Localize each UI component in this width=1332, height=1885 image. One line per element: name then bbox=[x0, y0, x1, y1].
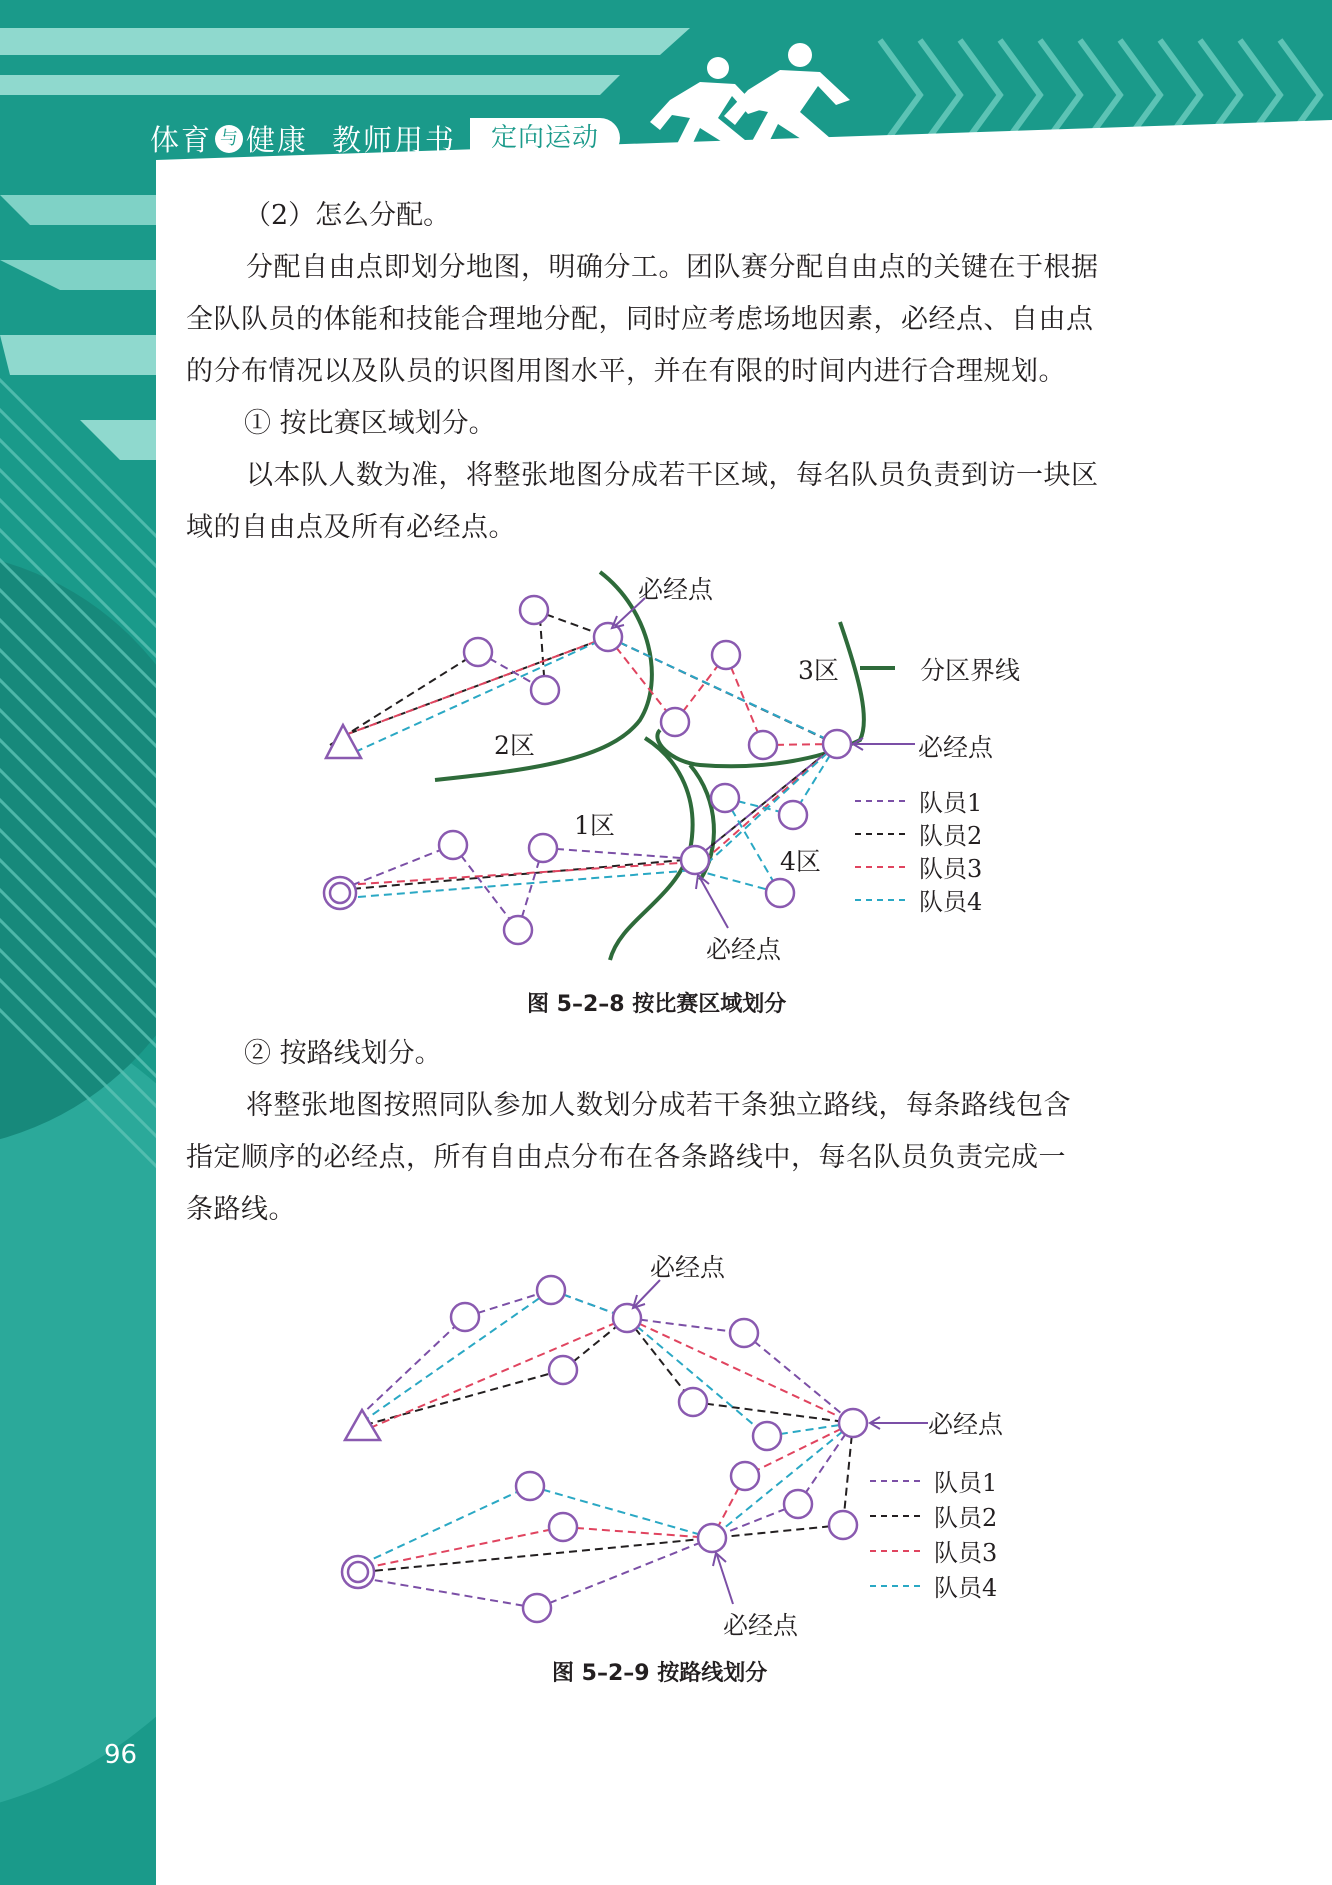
fig2-legend-item-3 bbox=[870, 1533, 997, 1568]
fig2-legend-label-3: 队员3 bbox=[934, 1539, 998, 1567]
fig1-legend-item-1 bbox=[855, 784, 982, 817]
book-title bbox=[150, 118, 456, 159]
fig1-label-checkpoint-right: 必经点 bbox=[918, 733, 994, 762]
item2-line3: 条路线。 bbox=[186, 1194, 296, 1225]
fig1-caption: 图 5–2–8 按比赛区域划分 bbox=[527, 992, 787, 1017]
fig1-legend-label-4: 队员4 bbox=[919, 888, 983, 916]
fig2-label-checkpoint-right: 必经点 bbox=[928, 1410, 1004, 1439]
fig2-legend-item-2 bbox=[870, 1498, 997, 1533]
book-title-part2: 健康 bbox=[246, 123, 309, 157]
fig1-legend-label-2: 队员2 bbox=[919, 822, 983, 850]
book-title-part1: 体育 bbox=[150, 123, 213, 157]
fig1-zone2: 2区 bbox=[494, 731, 535, 760]
sub-heading: （2）怎么分配。 bbox=[244, 200, 451, 231]
item1-line2: 域的自由点及所有必经点。 bbox=[186, 512, 516, 543]
fig2-legend-label-2: 队员2 bbox=[934, 1504, 998, 1532]
item2-line2: 指定顺序的必经点，所有自由点分布在各条路线中，每名队员负责完成一 bbox=[186, 1142, 1066, 1173]
item1-line1: 以本队人数为准，将整张地图分成若干区域，每名队员负责到访一块区 bbox=[246, 460, 1099, 491]
fig2-legend-item-1 bbox=[870, 1463, 997, 1498]
fig1-legend-label-1: 队员1 bbox=[919, 789, 983, 817]
item1-heading: ① 按比赛区域划分。 bbox=[244, 408, 496, 439]
fig1-legend-label-3: 队员3 bbox=[919, 855, 983, 883]
fig1-label-checkpoint-top: 必经点 bbox=[638, 575, 714, 604]
item2-heading: ② 按路线划分。 bbox=[244, 1038, 442, 1069]
fig1-legend-item-3 bbox=[855, 850, 982, 883]
fig2-legend-item-4 bbox=[870, 1568, 997, 1603]
fig1-zone4: 4区 bbox=[780, 847, 821, 876]
chapter-tag: 定向运动 bbox=[470, 118, 620, 158]
para1-line1: 分配自由点即划分地图，明确分工。团队赛分配自由点的关键在于根据 bbox=[246, 252, 1099, 283]
fig1-legend bbox=[855, 784, 982, 916]
para1-line2: 全队队员的体能和技能合理地分配，同时应考虑场地因素，必经点、自由点 bbox=[186, 304, 1094, 335]
fig1-label-checkpoint-bottom: 必经点 bbox=[706, 935, 782, 964]
text-block-2 bbox=[186, 1028, 1176, 1236]
book-title-part3: 教师用书 bbox=[332, 123, 457, 157]
fig2-legend bbox=[870, 1463, 997, 1603]
fig1-legend-item-4 bbox=[855, 883, 982, 916]
item2-line1: 将整张地图按照同队参加人数划分成若干条独立路线，每条路线包含 bbox=[246, 1090, 1071, 1121]
para1-line3: 的分布情况以及队员的识图用图水平，并在有限的时间内进行合理规划。 bbox=[186, 356, 1066, 387]
book-title-connector: 与 bbox=[215, 125, 243, 153]
fig1-boundary-label: 分区界线 bbox=[920, 656, 1021, 685]
fig2-label-checkpoint-bottom: 必经点 bbox=[723, 1611, 799, 1640]
page-number: 96 bbox=[104, 1740, 138, 1770]
fig1-zone1: 1区 bbox=[574, 811, 615, 840]
fig1-zone3: 3区 bbox=[798, 656, 839, 685]
fig2-label-checkpoint-top: 必经点 bbox=[650, 1253, 726, 1282]
fig2-legend-label-4: 队员4 bbox=[934, 1574, 998, 1602]
text-block-1 bbox=[186, 190, 1176, 554]
fig2-caption: 图 5–2–9 按路线划分 bbox=[552, 1661, 768, 1686]
fig1-legend-item-2 bbox=[855, 817, 982, 850]
fig2-legend-label-1: 队员1 bbox=[934, 1469, 998, 1497]
